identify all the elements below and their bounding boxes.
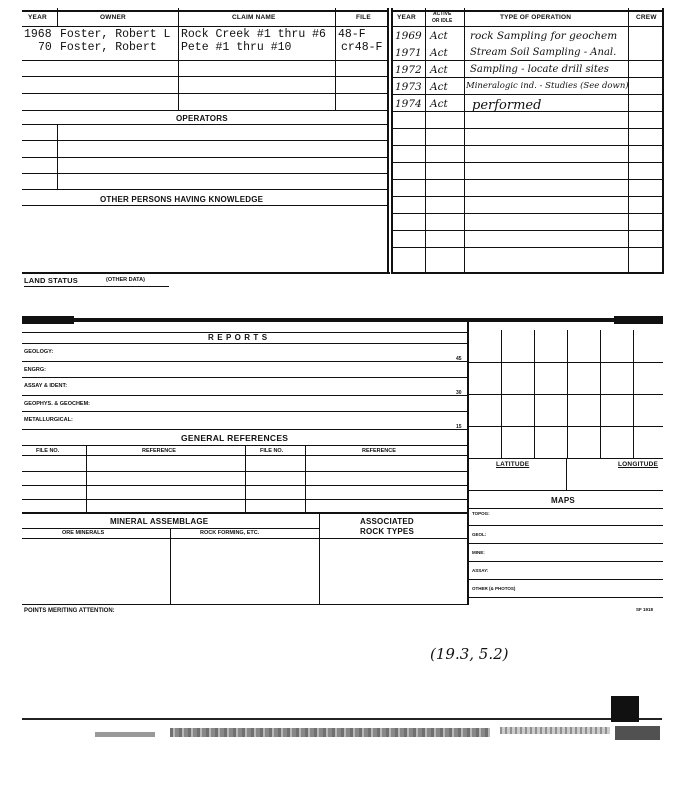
owner-row-1-year: 1968 <box>24 28 52 41</box>
header-or-idle: OR IDLE <box>432 18 453 24</box>
op-row-1-year: 1969 <box>395 30 422 42</box>
land-status-note: (OTHER DATA) <box>106 277 145 283</box>
owner-row-1-owner: Foster, Robert L <box>60 28 171 41</box>
associated-rock-types-line-2: ROCK TYPES <box>360 527 415 536</box>
report-num-45: 45 <box>456 356 462 362</box>
op-row-4-status: Act <box>430 81 448 93</box>
reports-top-rule-right-cap <box>614 316 663 324</box>
report-geophys: GEOPHYS. & GEOCHEM: <box>24 401 91 407</box>
reports-top-rule-left-cap <box>22 316 74 324</box>
header-active: ACTIVE <box>433 11 452 17</box>
report-assay: ASSAY & IDENT: <box>24 383 68 389</box>
op-row-3-type: Sampling - locate drill sites <box>470 64 609 75</box>
owner-row-1-file: 48-F <box>338 28 366 41</box>
maps-assay: ASSAY: <box>472 568 489 573</box>
header-year-ops: YEAR <box>397 14 416 21</box>
report-num-15: 15 <box>456 424 462 430</box>
op-row-1-status: Act <box>430 30 448 42</box>
rock-forming-label: ROCK FORMING, ETC. <box>200 530 260 536</box>
header-file: FILE <box>356 14 371 21</box>
header-owner: OWNER <box>100 14 126 21</box>
header-crew: CREW <box>636 14 657 21</box>
handwritten-coordinates: (19.3, 5.2) <box>430 645 509 663</box>
form-code: SF 1918 <box>636 607 654 612</box>
other-persons-title: OTHER PERSONS HAVING KNOWLEDGE <box>100 195 264 204</box>
report-geology: GEOLOGY: <box>24 349 54 355</box>
owner-row-1-claim: Rock Creek #1 thru #6 <box>181 28 326 41</box>
maps-title: MAPS <box>551 496 575 505</box>
op-row-2-type: Stream Soil Sampling - Anal. <box>470 47 617 58</box>
owner-row-2-claim: Pete #1 thru #10 <box>181 41 292 54</box>
op-row-2-year: 1971 <box>395 47 422 59</box>
op-row-4-type: Mineralogic ind. - Studies (See down) <box>466 81 629 91</box>
points-meriting-label: POINTS MERITING ATTENTION: <box>24 608 115 614</box>
ref-reference-2: REFERENCE <box>362 448 396 454</box>
op-row-3-status: Act <box>430 64 448 76</box>
report-engrg: ENGRG: <box>24 367 46 373</box>
mineral-assemblage-title: MINERAL ASSEMBLAGE <box>110 517 209 526</box>
ref-reference-1: REFERENCE <box>142 448 176 454</box>
op-row-5-status: Act <box>430 98 448 110</box>
operators-title: OPERATORS <box>176 114 228 123</box>
maps-topog: TOPOG: <box>472 511 490 516</box>
report-num-30: 30 <box>456 390 462 396</box>
op-row-3-year: 1972 <box>395 64 422 76</box>
maps-other: OTHER (& PHOTOS) <box>472 586 516 591</box>
land-status-label: LAND STATUS <box>24 276 79 285</box>
ref-file-no-1: FILE NO. <box>36 448 60 454</box>
header-type-of-operation: TYPE OF OPERATION <box>500 14 572 21</box>
associated-rock-types-line-1: ASSOCIATED <box>360 517 414 526</box>
reports-title: R E P O R T S <box>208 333 268 342</box>
op-row-5-year: 1974 <box>395 98 422 110</box>
maps-mine: MINE: <box>472 550 485 555</box>
op-row-1-type: rock Sampling for geochem <box>470 30 618 42</box>
maps-geol: GEOL: <box>472 532 487 537</box>
op-row-5-type: performed <box>472 98 542 113</box>
general-references-title: GENERAL REFERENCES <box>181 433 289 443</box>
op-row-4-year: 1973 <box>395 81 422 93</box>
latitude-label: LATITUDE <box>496 461 530 468</box>
ref-file-no-2: FILE NO. <box>260 448 284 454</box>
owner-row-2-file: cr48-F <box>341 41 383 54</box>
reports-top-rule <box>22 318 663 322</box>
owner-row-2-year: 70 <box>38 41 52 54</box>
report-metallurgical: METALLURGICAL: <box>24 417 73 423</box>
owner-row-2-owner: Foster, Robert <box>60 41 157 54</box>
header-claim-name: CLAIM NAME <box>232 14 276 21</box>
header-year: YEAR <box>28 14 47 21</box>
op-row-2-status: Act <box>430 47 448 59</box>
ore-minerals-label: ORE MINERALS <box>62 530 105 536</box>
longitude-label: LONGITUDE <box>618 461 659 468</box>
